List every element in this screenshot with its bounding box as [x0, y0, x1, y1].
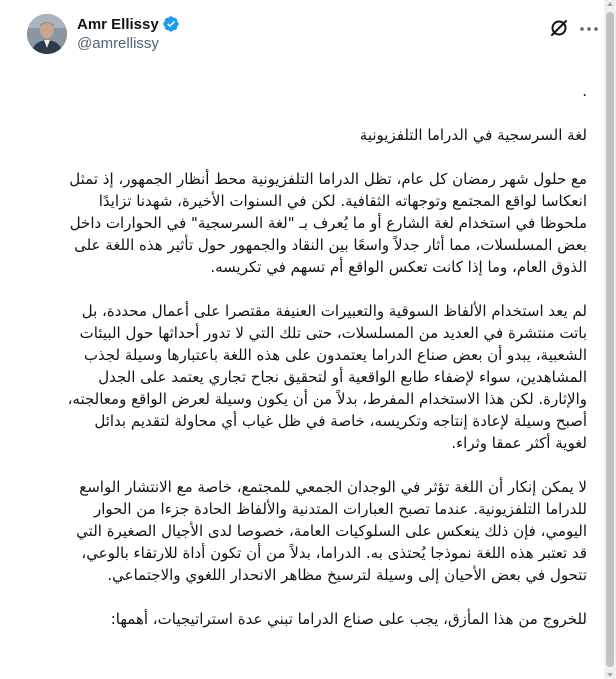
avatar-photo-icon — [27, 14, 67, 54]
more-options-button[interactable] — [578, 18, 600, 40]
paragraph-3: لا يمكن إنكار أن اللغة تؤثر في الوجدان الجمعي للمجتمع، خاصة مع الانتشار الواسع للدراما التلفزيونية. عندما تصبح العبارات المتدنية والألفاظ الحادة جزءا من الحوار اليومي، فإن ذلك ينعكس على السلوكيات العامة، خصوصا لدى الأجيال الصغيرة التي قد تعتبر هذه اللغة نموذجا يُحتذى به. الدراما، بدلاً من أن تكون أداة للارتقاء بالوعي، تتحول في بعض الأحيان إلى وسيلة لترسيخ مظاهر الانحدار اللغوي والاجتماعي. — [76, 478, 587, 584]
grok-slash-circle-icon — [548, 17, 570, 39]
spacer — [27, 102, 587, 124]
author-handle[interactable]: @amrellissy — [77, 35, 159, 52]
author-names — [77, 14, 180, 52]
grok-button[interactable] — [548, 17, 570, 39]
spacer — [27, 454, 587, 476]
more-dots-icon — [578, 18, 600, 40]
tweet-header — [16, 12, 588, 56]
spacer — [27, 278, 587, 300]
display-name[interactable]: Amr Ellissy — [77, 15, 159, 33]
verified-badge-icon[interactable] — [162, 15, 180, 33]
display-name-row — [77, 14, 180, 34]
scrollbar[interactable] — [604, 0, 616, 679]
paragraph-2: لم يعد استخدام الألفاظ السوقية والتعبيرات العنيفة مقتصرا على أعمال محددة، بل باتت منتشرة في العديد من المسلسلات، حتى تلك التي لا تدور أحداثها حول البيئات الشعبية، يبدو أن بعض صناع الدراما يعتمدون على هذه اللغة باعتبارها وسيلة لجذب المشاهدين، سواء لإضفاء طابع الواقعية أو لتحقيق نجاح تجاري يعتمد على الجدل والإثارة. لكن هذا الاستخدام المفرط، بدلاً من أن يكون وسيلة لعرض الواقع ومعالجته، أصبح وسيلة لإعادة إنتاجه وتكريسه، خاصة في ظل غياب أي محاولة لتقديم بدائل لغوية أكثر عمقا وثراء. — [67, 302, 587, 452]
scroll-up-arrow-icon[interactable] — [607, 2, 613, 6]
paragraph-1: مع حلول شهر رمضان كل عام، تظل الدراما التلفزيونية محط أنظار الجمهور، إذ تمثل انعكاسا لواقع المجتمع وتوجهاته الثقافية. لكن في السنوات الأخيرة، شهدنا تزايدًا ملحوظا في استخدام لغة الشارع أو ما يُعرف بـ "لغة السرسجية" في الحوارات داخل بعض المسلسلات، مما أثار جدلاً واسعًا بين النقاد والجمهور حول تأثير هذه اللغة على الذوق العام، وما إذا كانت تعكس الواقع أم تسهم في تكريسه. — [69, 170, 587, 276]
tweet-title: لغة السرسجية في الدراما التلفزيونية — [359, 126, 587, 144]
avatar[interactable] — [27, 14, 67, 54]
spacer — [27, 586, 587, 608]
scrollbar-thumb[interactable] — [606, 12, 614, 667]
leading-mark: . — [582, 82, 587, 100]
paragraph-4: للخروج من هذا المأزق، يجب على صناع الدراما تبني عدة استراتيجيات، أهمها: — [110, 610, 587, 628]
scroll-down-arrow-icon[interactable] — [607, 673, 613, 677]
spacer — [27, 146, 587, 168]
tweet-body — [27, 80, 587, 630]
